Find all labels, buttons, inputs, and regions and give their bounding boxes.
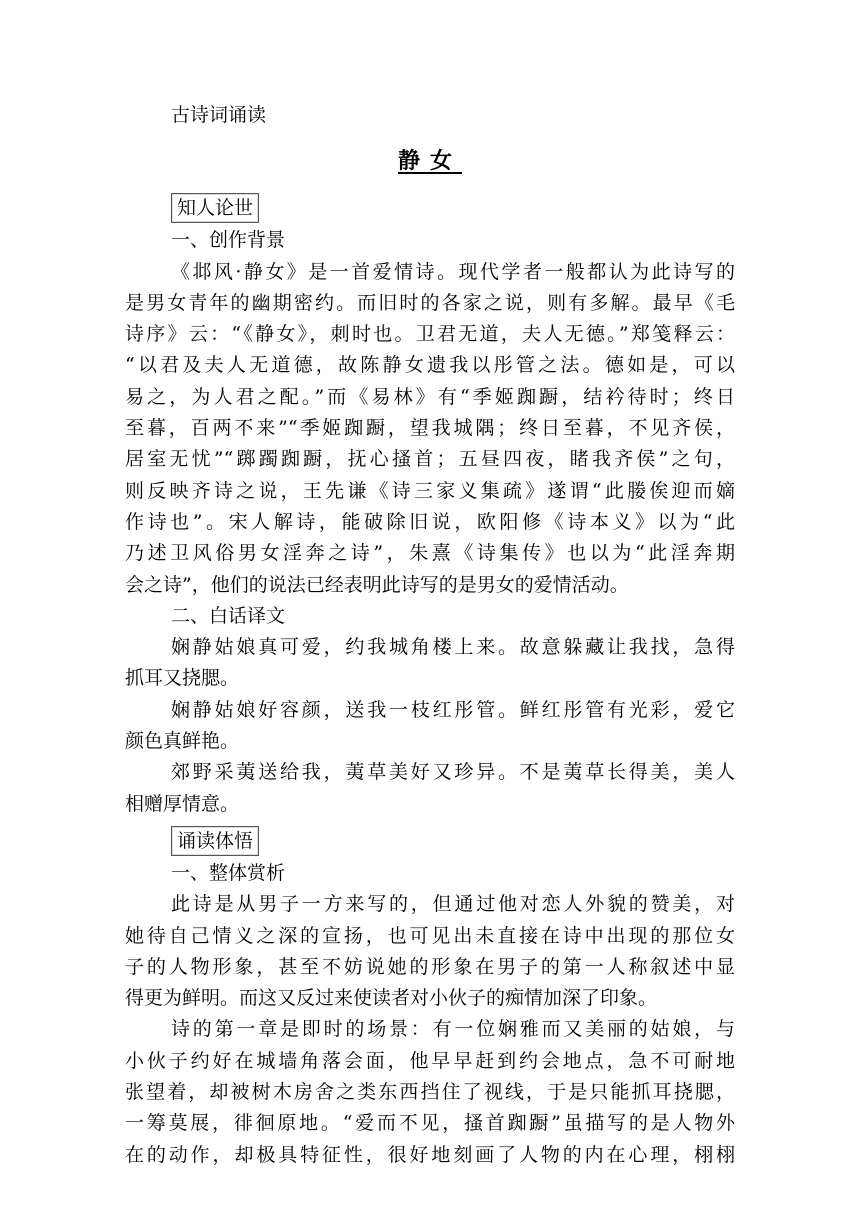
translation-paragraph	[125, 695, 735, 758]
subsection-heading: 一、整体赏析	[171, 861, 286, 884]
text-line: 居室无忧”“踯躅踟蹰，抚心搔首；五昼四夜，睹我齐侯”之句，	[125, 448, 735, 471]
text-line: 诗的第一章是即时的场景：有一位娴雅而又美丽的姑娘，与	[171, 1018, 735, 1041]
text-line: 她待自己情义之深的宣扬，也可见出未直接在诗中出现的那位女	[125, 924, 735, 947]
text-line: 娴静姑娘真可爱，约我城角楼上来。故意躲藏让我找，急得	[171, 636, 735, 659]
text-line: 颜色真鲜艳。	[125, 730, 240, 753]
text-line: 娴静姑娘好容颜，送我一枝红彤管。鲜红彤管有光彩，爱它	[171, 698, 735, 721]
subsection-heading: 二、白话译文	[171, 604, 286, 627]
text-line: “以君及夫人无道德，故陈静女遗我以彤管之法。德如是，可以	[125, 354, 735, 377]
section-box-row	[125, 826, 735, 857]
background-paragraph	[125, 257, 735, 601]
text-line: 抓耳又挠腮。	[125, 667, 240, 690]
text-line: 诗序》云：“《静女》，刺时也。卫君无道，夫人无德。”郑笺释云：	[125, 323, 735, 346]
text-line: 张望着，却被树木房舍之类东西挡住了视线，于是只能抓耳挠腮，	[125, 1081, 735, 1104]
appreciation-paragraph	[125, 889, 735, 1014]
text-line: 子的人物形象，甚至不妨说她的形象在男子的第一人称叙述中显	[125, 955, 735, 978]
text-line: 是男女青年的幽期密约。而旧时的各家之说，则有多解。最早《毛	[125, 291, 735, 314]
poem-title	[125, 141, 735, 181]
text-line: 易之，为人君之配。”而《易林》有“季姬踟蹰，结衿待时；终日	[125, 385, 735, 408]
text-line: 在的动作，却极具特征性，很好地刻画了人物的内在心理，栩栩	[125, 1143, 735, 1166]
text-line: 郊野采荑送给我，荑草美好又珍异。不是荑草长得美，美人	[171, 761, 735, 784]
text-line: 此诗是从男子一方来写的，但通过他对恋人外貌的赞美，对	[171, 893, 735, 916]
section-label-box: 诵读体悟	[171, 826, 259, 856]
section-box-row	[125, 193, 735, 224]
text-line: 则反映齐诗之说，王先谦《诗三家义集疏》遂谓“此媵俟迎而嫡	[125, 479, 735, 502]
document-page	[125, 100, 735, 1171]
translation-paragraph	[125, 632, 735, 695]
text-line: 《邶风·静女》是一首爱情诗。现代学者一般都认为此诗写的	[171, 260, 735, 283]
poem-title-text: 静女	[397, 148, 462, 175]
page-header: 古诗词诵读	[171, 104, 267, 126]
text-line: 作诗也”。宋人解诗，能破除旧说，欧阳修《诗本义》以为“此	[125, 510, 735, 533]
text-line: 得更为鲜明。而这又反过来使读者对小伙子的痴情加深了印象。	[125, 987, 658, 1010]
text-line: 相赠厚情意。	[125, 792, 240, 815]
text-line: 小伙子约好在城墙角落会面，他早早赶到约会地点，急不可耐地	[125, 1049, 735, 1072]
text-line: 乃述卫风俗男女淫奔之诗”，朱熹《诗集传》也以为“此淫奔期	[125, 542, 735, 565]
appreciation-paragraph	[125, 1014, 735, 1170]
text-line: 一筹莫展，徘徊原地。“爱而不见，搔首踟蹰”虽描写的是人物外	[125, 1112, 735, 1135]
subsection-heading: 一、创作背景	[171, 229, 286, 252]
translation-paragraph	[125, 757, 735, 820]
text-line: 至暮，百两不来”“季姬踟蹰，望我城隅；终日至暮，不见齐侯，	[125, 417, 735, 440]
text-line: 会之诗”，他们的说法已经表明此诗写的是男女的爱情活动。	[125, 573, 629, 596]
section-label-box: 知人论世	[171, 193, 259, 223]
